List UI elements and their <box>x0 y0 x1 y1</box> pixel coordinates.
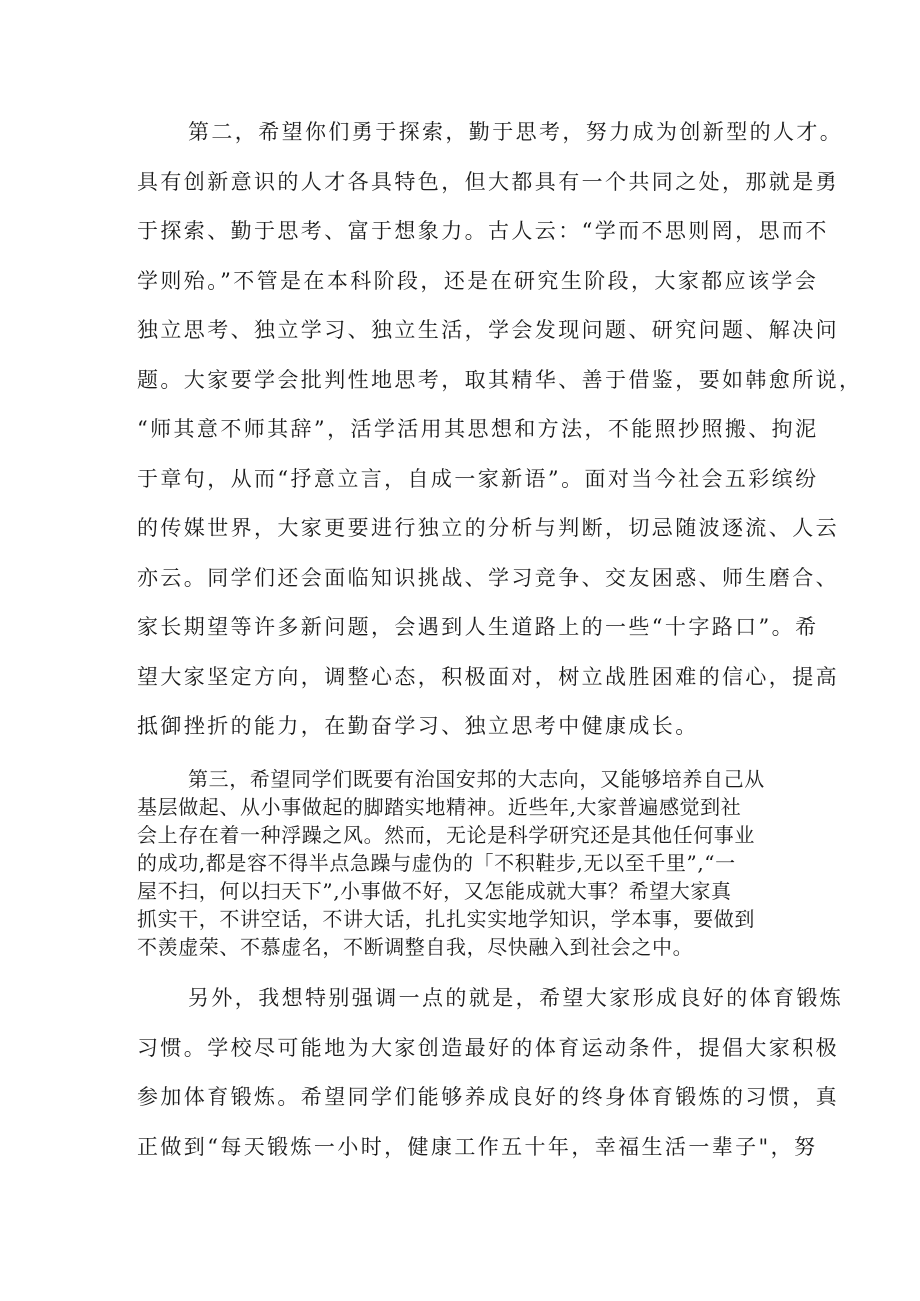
paragraph-2-line: 学则殆。”不管是在本科阶段，还是在研究生阶段，大家都应该学会 <box>137 269 819 293</box>
paragraph-2-line: 具有创新意识的人才各具特色，但大都具有一个共同之处，那就是勇 <box>137 170 839 194</box>
paragraph-2-line: 亦云。同学们还会面临知识挑战、学习竞争、交友困惑、师生磨合、 <box>137 566 839 590</box>
paragraph-2-line: 第二，希望你们勇于探索，勤于思考，努力成为创新型的人才。 <box>188 120 844 144</box>
paragraph-2-line: 望大家坚定方向，调整心态，积极面对，树立战胜困难的信心，提高 <box>137 665 839 689</box>
paragraph-3-line: 基层做起、从小事做起的脚踏实地精神。近些年,大家普遍感觉到社 <box>137 795 742 819</box>
paragraph-2-line: 独立思考、独立学习、独立生活，学会发现问题、研究问题、解决问 <box>137 318 839 342</box>
paragraph-2-line: 家长期望等许多新问题，会遇到人生道路上的一些“十字路口”。希 <box>137 615 819 639</box>
paragraph-4-line: 另外，我想特别强调一点的就是，希望大家形成良好的体育锻炼 <box>188 986 844 1010</box>
paragraph-2-line: 题。大家要学会批判性地思考，取其精华、善于借鉴，要如韩愈所说， <box>137 368 863 392</box>
paragraph-4-line: 习惯。学校尽可能地为大家创造最好的体育运动条件，提倡大家积极 <box>137 1036 839 1060</box>
paragraph-3-line: 抓实干，不讲空话，不讲大话，扎扎实实地学知识，学本事，要做到 <box>137 907 755 931</box>
paragraph-4-line: 正做到“每天锻炼一小时，健康工作五十年，幸福生活一辈子"，努 <box>137 1135 818 1159</box>
paragraph-3-line: 的成功,都是容不得半点急躁与虚伪的「不积鞋步,无以至千里”,“一 <box>137 851 736 875</box>
paragraph-2-line: 于章句，从而“抒意立言，自成一家新语”。面对当今社会五彩缤纷 <box>137 467 819 491</box>
paragraph-4-line: 参加体育锻炼。希望同学们能够养成良好的终身体育锻炼的习惯，真 <box>137 1085 839 1109</box>
paragraph-3-line: 第三，希望同学们既要有治国安邦的大志向，又能够培养自己从 <box>188 767 765 791</box>
paragraph-2-line: “师其意不师其辞”，活学活用其思想和方法，不能照抄照搬、拘泥 <box>137 417 819 441</box>
paragraph-2-line: 的传媒世界，大家更要进行独立的分析与判断，切忌随波逐流、人云 <box>137 516 839 540</box>
paragraph-3-line: 会上存在着一种浮躁之风。然而，无论是科学研究还是其他任何事业 <box>137 823 755 847</box>
paragraph-3-line: 屋不扫，何以扫天下”,小事做不好，又怎能成就大事？希望大家真 <box>137 879 732 903</box>
paragraph-2-line: 抵御挫折的能力，在勤奋学习、独立思考中健康成长。 <box>137 714 699 738</box>
paragraph-2-line: 于探索、勤于思考、富于想象力。古人云：“学而不思则罔，思而不 <box>137 219 829 243</box>
paragraph-3-line: 不羡虚荣、不慕虚名，不断调整自我，尽快融入到社会之中。 <box>137 935 694 959</box>
